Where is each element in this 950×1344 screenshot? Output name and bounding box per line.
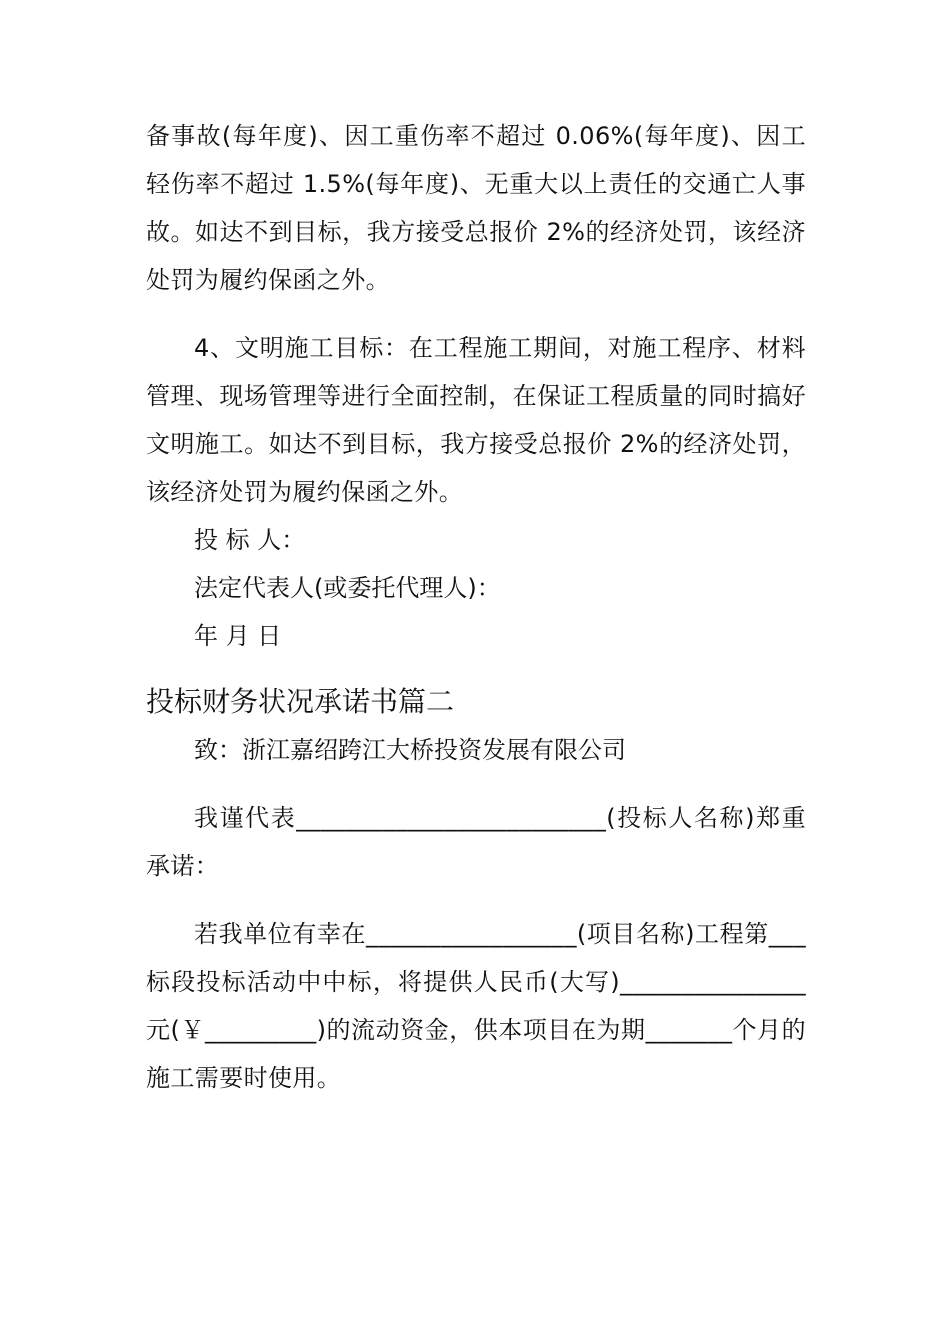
safety-target-paragraph: 备事故(每年度)、因工重伤率不超过 0.06%(每年度)、因工轻伤率不超过 1.5%(每年度)、无重大以上责任的交通亡人事故。如达不到目标，我方接受总报价 2%的经济处罚，该经济处罚为履约保函之外。 [146, 122, 806, 294]
document-page [146, 112, 806, 1102]
commitment-intro-paragraph: 我谨代表_________________________(投标人名称)郑重承诺： [146, 804, 806, 880]
bidder-signature-line: 投 标 人： [194, 526, 306, 554]
legal-representative-line: 法定代表人(或委托代理人)： [194, 574, 501, 602]
addressee-line: 致：浙江嘉绍跨江大桥投资发展有限公司 [194, 736, 626, 764]
section-heading: 投标财务状况承诺书篇二 [146, 685, 455, 718]
date-line: 年 月 日 [194, 622, 282, 650]
funding-commitment-paragraph: 若我单位有幸在_________________(项目名称)工程第___标段投标活动中中标，将提供人民币(大写)_______________元(￥_________)的流动资金，供本项目在为期_______个月的施工需要时使用。 [146, 920, 806, 1092]
civilized-construction-paragraph: 4、文明施工目标：在工程施工期间，对施工程序、材料管理、现场管理等进行全面控制，在保证工程质量的同时搞好文明施工。如达不到目标，我方接受总报价 2%的经济处罚，该经济处罚为履约保函之外。 [146, 334, 806, 506]
